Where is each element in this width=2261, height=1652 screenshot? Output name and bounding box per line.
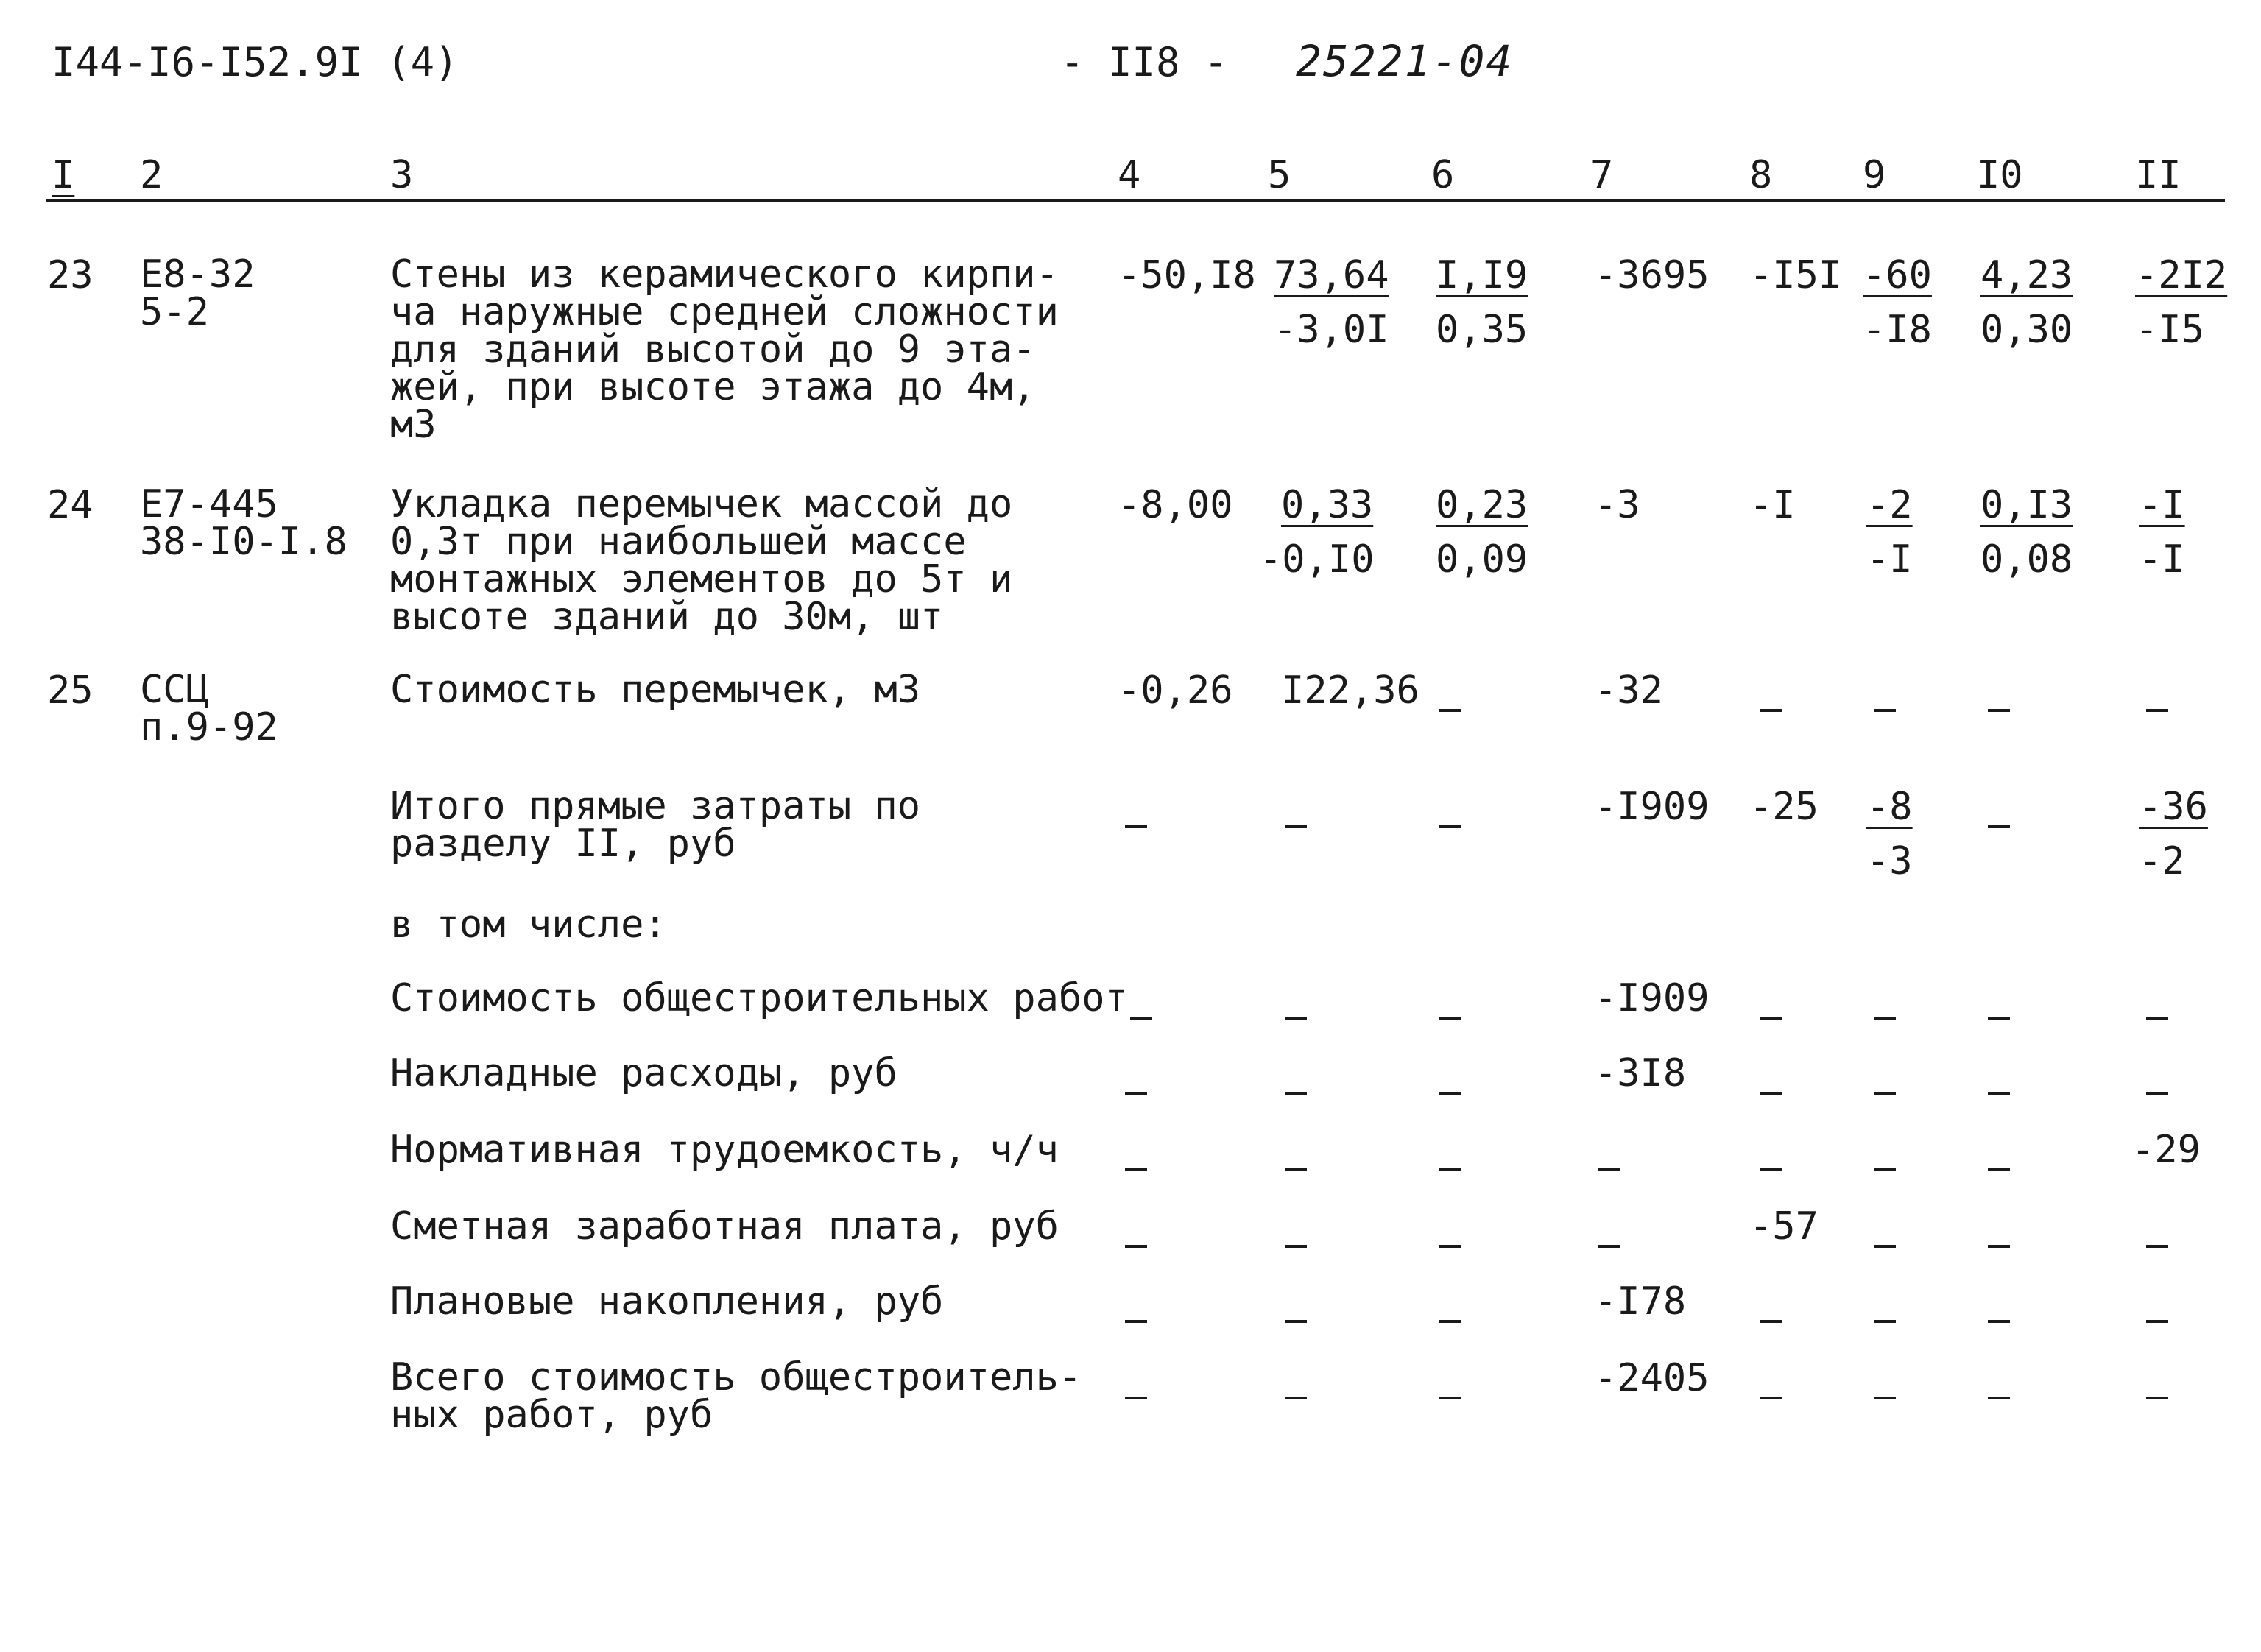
overhead-col10-dash — [1988, 1072, 2010, 1110]
savings-col11-dash — [2146, 1300, 2168, 1338]
grand-total-col8-dash — [1760, 1377, 1782, 1415]
row-24-col6: $\frac{0,23}{0,09}$ — [1436, 483, 1528, 582]
total-direct-costs-label: Итого прямые затраты по разделу II, руб — [390, 784, 921, 866]
row-23-col10: $\frac{4,23}{0,30}$ — [1980, 253, 2073, 352]
row-23-col11: $\frac{-2I2}{-I5}$ — [2135, 253, 2228, 352]
col-header-7: 7 — [1590, 153, 1614, 197]
row-24-col11: $\frac{-I}{-I}$ — [2139, 483, 2185, 582]
col-header-11: II — [2135, 153, 2181, 197]
labor-col10-dash — [1988, 1148, 2010, 1187]
overhead-col6-dash — [1439, 1072, 1461, 1110]
row-25-col4: -0,26 — [1118, 668, 1233, 713]
row-25-desc: Стоимость перемычек, м3 — [390, 668, 921, 712]
labor-col5-dash — [1285, 1148, 1307, 1187]
general-works-label: Стоимость общестроительных работ — [390, 976, 1128, 1020]
grand-total-col6-dash — [1439, 1377, 1461, 1415]
general-works-col11-dash — [2146, 997, 2168, 1035]
labor-label: Нормативная трудоемкость, ч/ч — [390, 1128, 1059, 1172]
row-24-col9: $\frac{-2}{-I}$ — [1866, 483, 1913, 582]
row-25-col8-dash — [1760, 689, 1782, 727]
savings-col8-dash — [1760, 1300, 1782, 1338]
total-col5-dash — [1285, 805, 1307, 844]
general-works-col10-dash — [1988, 997, 2010, 1035]
overhead-label: Накладные расходы, руб — [390, 1051, 897, 1095]
row-23-col6: $\frac{I,I9}{0,35}$ — [1436, 253, 1528, 352]
general-works-col9-dash — [1874, 997, 1896, 1035]
page-number: - II8 - — [1060, 39, 1228, 85]
row-23-col9: $\frac{-60}{-I8}$ — [1863, 253, 1932, 352]
row-23-col7: -3695 — [1594, 253, 1710, 297]
row-25-col9-dash — [1874, 689, 1896, 727]
labor-col6-dash — [1439, 1148, 1461, 1187]
col-header-5: 5 — [1268, 153, 1291, 197]
savings-col9-dash — [1874, 1300, 1896, 1338]
row-25-code: ССЦ п.9-92 — [140, 668, 278, 749]
wages-col5-dash — [1285, 1225, 1307, 1263]
overhead-col9-dash — [1874, 1072, 1896, 1110]
overhead-col11-dash — [2146, 1072, 2168, 1110]
row-24-col7: -3 — [1594, 483, 1640, 527]
row-25-num: 25 — [47, 668, 94, 713]
savings-col5-dash — [1285, 1300, 1307, 1338]
row-25-col6-dash — [1439, 689, 1461, 727]
savings-col10-dash — [1988, 1300, 2010, 1338]
labor-col9-dash — [1874, 1148, 1896, 1187]
row-23-col4: -50,I8 — [1118, 253, 1256, 297]
labor-col11: -29 — [2131, 1128, 2201, 1172]
col-header-3: 3 — [390, 153, 414, 197]
col-header-4: 4 — [1118, 153, 1141, 197]
grand-total-col4-dash — [1125, 1377, 1147, 1415]
overhead-col4-dash — [1125, 1072, 1147, 1110]
overhead-col8-dash — [1760, 1072, 1782, 1110]
general-works-col6-dash — [1439, 997, 1461, 1035]
col-header-6: 6 — [1431, 153, 1455, 197]
total-col9: $\frac{-8}{-3}$ — [1866, 785, 1913, 883]
header-rule — [46, 199, 2225, 202]
general-works-col5-dash — [1285, 997, 1307, 1035]
row-24-code: E7-445 38-I0-I.8 — [140, 482, 348, 564]
grand-total-col10-dash — [1988, 1377, 2010, 1415]
row-23-col8: -I5I — [1749, 253, 1842, 297]
grand-total-col9-dash — [1874, 1377, 1896, 1415]
row-25-col5: I22,36 — [1281, 668, 1419, 713]
document-code: I44-I6-I52.9I (4) — [52, 39, 459, 85]
general-works-col8-dash — [1760, 997, 1782, 1035]
total-col11: $\frac{-36}{-2}$ — [2139, 785, 2208, 883]
grand-total-label: Всего стоимость общестроитель- ных работ, руб — [390, 1355, 1082, 1437]
total-col10-dash — [1988, 805, 2010, 844]
row-25-col10-dash — [1988, 689, 2010, 727]
savings-col6-dash — [1439, 1300, 1461, 1338]
col-header-1: I — [52, 153, 75, 197]
col-header-2: 2 — [140, 153, 163, 197]
wages-col10-dash — [1988, 1225, 2010, 1263]
row-24-col4: -8,00 — [1118, 483, 1233, 527]
wages-col7-dash — [1598, 1225, 1620, 1263]
wages-col9-dash — [1874, 1225, 1896, 1263]
labor-col4-dash — [1125, 1148, 1147, 1187]
total-col6-dash — [1439, 805, 1461, 844]
general-works-col7: -I909 — [1594, 976, 1710, 1020]
col-header-8: 8 — [1749, 153, 1773, 197]
grand-total-col11-dash — [2146, 1377, 2168, 1415]
labor-col7-dash — [1598, 1148, 1620, 1187]
row-25-col7: -32 — [1594, 668, 1663, 713]
general-works-col4-dash — [1130, 997, 1152, 1035]
row-23-num: 23 — [47, 253, 94, 297]
handwritten-number: 25221-04 — [1296, 36, 1514, 86]
savings-col7: -I78 — [1594, 1279, 1687, 1324]
savings-label: Плановые накопления, руб — [390, 1279, 944, 1324]
wages-col4-dash — [1125, 1225, 1147, 1263]
wages-col6-dash — [1439, 1225, 1461, 1263]
col-header-9: 9 — [1863, 153, 1886, 197]
labor-col8-dash — [1760, 1148, 1782, 1187]
row-23-code: E8-32 5-2 — [140, 253, 255, 334]
total-col7: -I909 — [1594, 785, 1710, 829]
row-23-desc: Стены из керамического кирпи- ча наружные средней сложности для зданий высотой до 9 эта- жей, при высоте этажа до 4м, м3 — [390, 253, 1059, 447]
grand-total-col5-dash — [1285, 1377, 1307, 1415]
wages-col8: -57 — [1749, 1204, 1819, 1249]
grand-total-col7: -2405 — [1594, 1356, 1710, 1400]
total-col4-dash — [1125, 805, 1147, 844]
row-24-desc: Укладка перемычек массой до 0,3т при наибольшей массе монтажных элементов до 5т и высоте зданий до 30м, шт — [390, 482, 1013, 639]
wages-label: Сметная заработная плата, руб — [390, 1204, 1059, 1249]
row-24-col10: $\frac{0,I3}{0,08}$ — [1980, 483, 2073, 582]
row-25-col11-dash — [2146, 689, 2168, 727]
col-header-10: I0 — [1977, 153, 2023, 197]
overhead-col7: -3I8 — [1594, 1051, 1687, 1095]
row-23-col5: $\frac{73,64}{-3,0I}$ — [1274, 253, 1389, 352]
including-label: в том числе: — [390, 903, 667, 947]
row-24-col8: -I — [1749, 483, 1796, 527]
overhead-col5-dash — [1285, 1072, 1307, 1110]
wages-col11-dash — [2146, 1225, 2168, 1263]
total-col8: -25 — [1749, 785, 1819, 829]
row-24-num: 24 — [47, 483, 94, 527]
savings-col4-dash — [1125, 1300, 1147, 1338]
row-24-col5: $\frac{0,33}{-0,I0}$ — [1259, 483, 1375, 582]
